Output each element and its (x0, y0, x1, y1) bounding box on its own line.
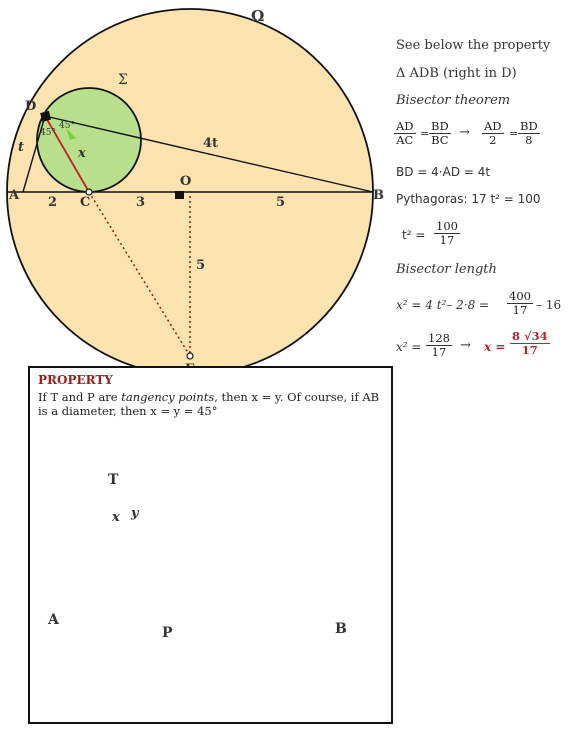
property-label-p: P (162, 625, 173, 641)
label-d: D (25, 99, 37, 114)
small-circle-sigma (37, 88, 141, 192)
label-seg-2: 2 (48, 195, 58, 210)
property-label-a: A (48, 612, 59, 628)
label-seg-5b: 5 (196, 258, 206, 273)
property-label-b: B (335, 621, 347, 637)
label-angle-45b: 45° (59, 121, 75, 131)
label-o: O (180, 174, 192, 189)
property-label-x: x (112, 510, 120, 525)
x-answer-frac: $\frac{8 √34}{17}$ (512, 329, 548, 357)
label-sigma: Σ (118, 72, 128, 88)
frac-t2: $\frac{100}{17}$ (436, 219, 458, 247)
eq-1: = (420, 127, 430, 140)
property-title: PROPERTY (38, 373, 113, 387)
frac-ad-2: $\frac{AD}{2}$ (484, 119, 502, 147)
label-a: A (9, 188, 20, 203)
property-text: If T and P are tangency points, then x = y. Of course, if AB is a diameter, then x = y = 45° (38, 390, 380, 418)
frac-ad-ac: $\frac{AD}{AC}$ (396, 119, 414, 147)
label-b: B (373, 188, 384, 203)
label-t: t (18, 140, 25, 155)
property-label-y: y (131, 506, 139, 521)
x-answer-lhs: x = (484, 340, 506, 354)
x2b-lhs: x² = (396, 340, 422, 354)
label-c: C (80, 195, 91, 210)
label-x: x (78, 146, 86, 161)
t2-lhs: t² = (402, 228, 426, 242)
frac-bd-8: $\frac{BD}{8}$ (520, 119, 538, 147)
label-seg-3: 3 (136, 195, 146, 210)
frac-bd-bc: $\frac{BD}{BC}$ (431, 119, 449, 147)
property-box (28, 366, 393, 724)
eq-2: = (509, 127, 519, 140)
arrow-2: → (460, 338, 471, 353)
label-seg-5a: 5 (276, 195, 286, 210)
frac-400: $\frac{400}{17}$ (509, 289, 531, 317)
x2-tail: – 16 (536, 298, 562, 312)
label-4t: 4t (203, 136, 219, 151)
solution-line-3: Bisector theorem (396, 93, 511, 108)
label-omega: Ω (251, 7, 265, 25)
frac-128: $\frac{128}{17}$ (428, 331, 450, 359)
solution-line-6: Pythagoras: 17 t² = 100 (396, 192, 541, 206)
solution-line-1: See below the property (396, 38, 551, 53)
point-e (187, 353, 193, 359)
arrow-1: → (459, 125, 470, 140)
property-label-t: T (108, 472, 119, 488)
label-angle-45a: 45° (40, 128, 56, 138)
solution-line-2: Δ ADB (right in D) (396, 66, 517, 81)
x2-lhs: x² = 4 t²– 2·8 = (396, 298, 490, 312)
solution-line-5: BD = 4·AD = 4t (396, 165, 491, 179)
center-o-marker (175, 191, 184, 199)
solution-line-8: Bisector length (396, 262, 497, 277)
